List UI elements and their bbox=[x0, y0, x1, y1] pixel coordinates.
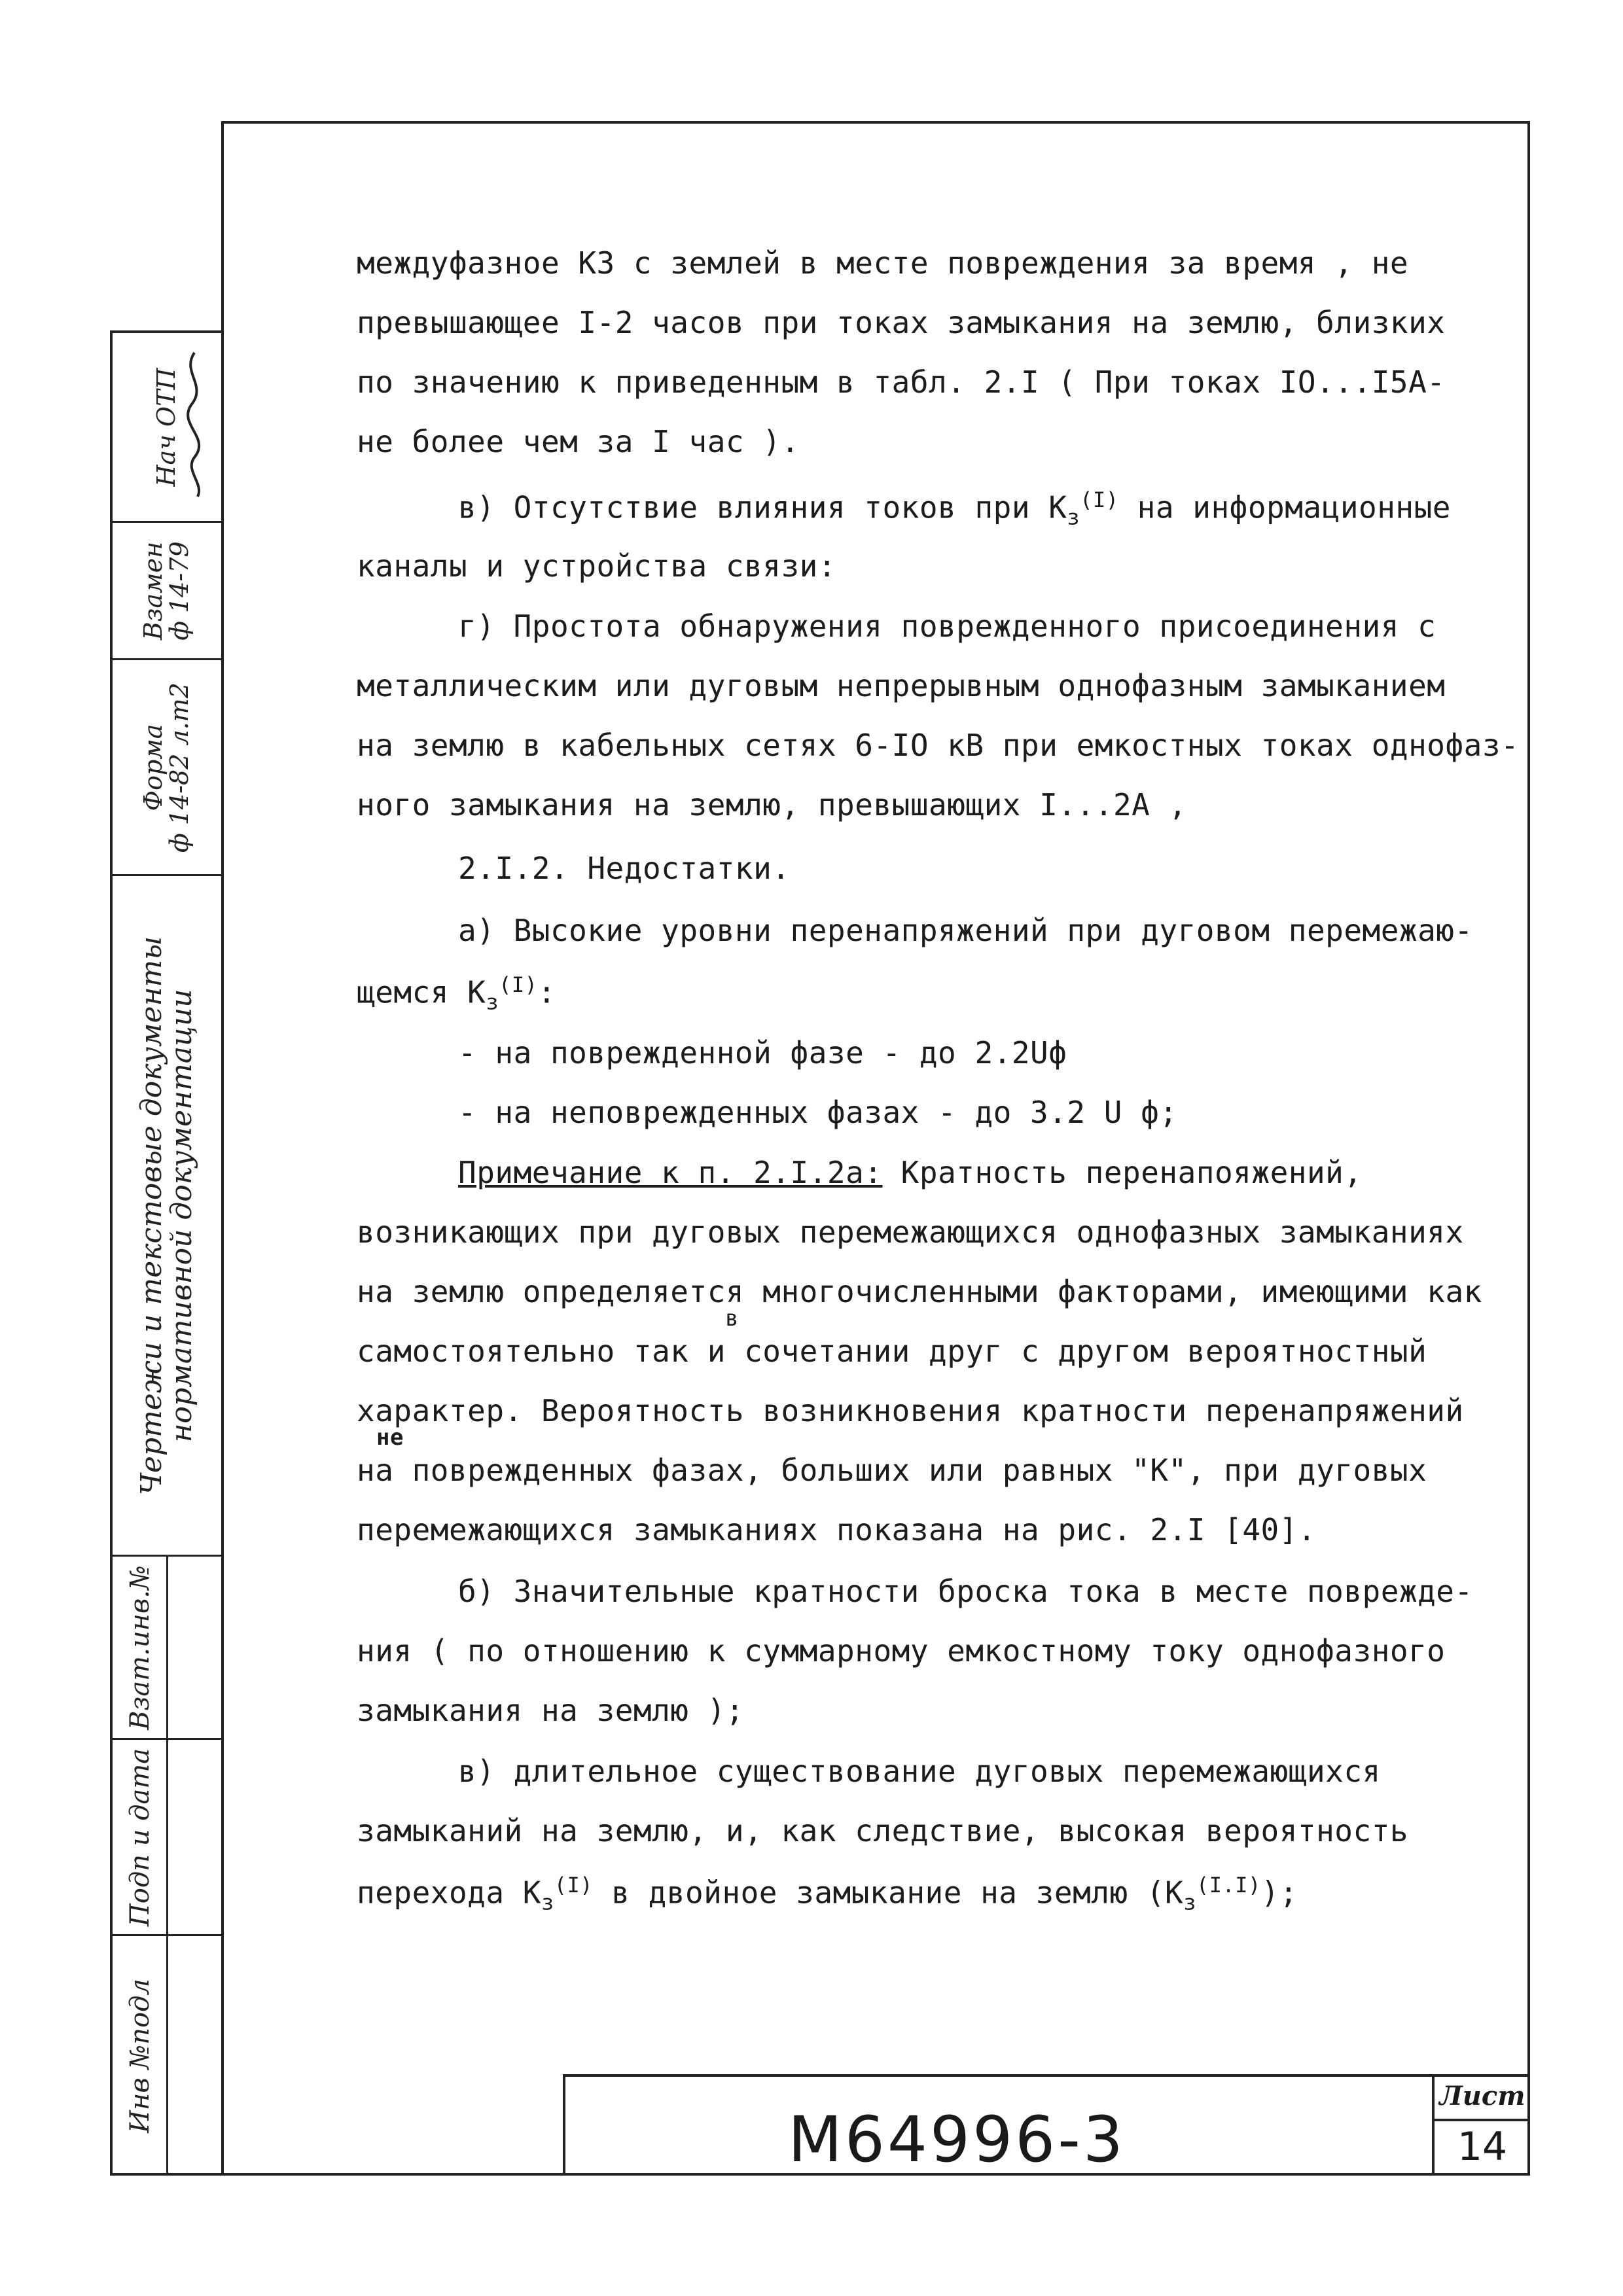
text-line: г) Простота обнаружения поврежденного присоединения с bbox=[458, 609, 1436, 644]
stamp-label: Взамен bbox=[139, 541, 168, 640]
text-line: б) Значительные кратности броска тока в месте поврежде- bbox=[458, 1574, 1473, 1609]
text-line: замыканий на землю, и, как следствие, высокая вероятность bbox=[357, 1813, 1409, 1848]
sheet-number: 14 bbox=[1457, 2124, 1508, 2170]
section-heading: 2.I.2. Недостатки. bbox=[458, 851, 791, 886]
stamp-value: нормативной документации bbox=[165, 989, 198, 1442]
text-line: замыкания на землю ); bbox=[357, 1693, 745, 1728]
stamp-value: ф 14-82 л.т2 bbox=[165, 682, 194, 853]
signature-icon bbox=[175, 346, 214, 503]
stamp-forma bbox=[113, 660, 221, 876]
stamp-label: Чертежи и текстовые документы bbox=[134, 936, 168, 1495]
stamp-vzamen bbox=[113, 523, 221, 660]
text-line: а) Высокие уровни перенапряжений при дуговом перемежаю- bbox=[458, 913, 1473, 948]
text-line: самостоятельно так и сочетании друг с другом вероятностный bbox=[357, 1333, 1427, 1369]
text-line: характер. Вероятность возникновения кратности перенапряжений bbox=[357, 1393, 1464, 1428]
stamp-inv-podl: Инв №подл bbox=[124, 1979, 155, 2133]
stamp-vzam-inv: Взат.инв.№ bbox=[113, 1557, 221, 1740]
text-line: каналы и устройства связи: bbox=[357, 548, 837, 584]
text-line: превышающее I-2 часов при токах замыкания на землю, близких bbox=[357, 305, 1446, 340]
handwritten-insert: в bbox=[725, 1305, 739, 1332]
note-heading: Примечание к п. 2.I.2а: bbox=[458, 1155, 883, 1190]
text-line: ния ( по отношению к суммарному емкостному току однофазного bbox=[357, 1633, 1446, 1669]
text-line: в) длительное существование дуговых перемежающихся bbox=[458, 1754, 1381, 1789]
title-block bbox=[563, 2074, 1530, 2176]
sheet-box bbox=[1432, 2077, 1530, 2176]
text-line: по значению к приведенным в табл. 2.I ( При токах IO...I5A- bbox=[357, 364, 1446, 400]
text-line: междуфазное КЗ с землей в месте повреждения за время , не bbox=[357, 245, 1409, 281]
text-line: возникающих при дуговых перемежающихся однофазных замыканиях bbox=[357, 1214, 1464, 1250]
text-line: ного замыкания на землю, превышающих I...2A , bbox=[357, 787, 1187, 822]
text-line: на землю в кабельных сетях 6-IO кВ при емкостных токах однофаз- bbox=[357, 728, 1520, 763]
handwritten-insert: не bbox=[376, 1424, 404, 1451]
text-line-kz: в) Отсутствие влияния токов при $К_з^{(I)}$ на информационные bbox=[458, 487, 1451, 530]
text-line-kz: перехода $К_з^{(I)}$ в двойное замыкание на землю $(К_з^{(I.I)})$; bbox=[357, 1873, 1298, 1915]
stamp-divider bbox=[166, 1557, 168, 2173]
text-line: металлическим или дуговым непрерывным однофазным замыканием bbox=[357, 668, 1446, 703]
text-line: перемежающихся замыканиях показана на рис. 2.I [40]. bbox=[357, 1512, 1317, 1547]
stamp-drawings bbox=[113, 876, 221, 1557]
text-line: на землю определяется многочисленными факторами, имеющими как bbox=[357, 1274, 1482, 1309]
sheet-label: Лист bbox=[1435, 2081, 1530, 2121]
document-code: М64996-3 bbox=[788, 2103, 1126, 2176]
text-line: на поврежденных фазах, больших или равных "К", при дуговых bbox=[357, 1453, 1427, 1488]
text-line: не более чем за I час ). bbox=[357, 424, 800, 459]
text-line: - на неповрежденных фазах - до 3.2 U ф; bbox=[458, 1095, 1178, 1130]
stamp-label: Нач ОТП bbox=[152, 367, 181, 487]
stamp-podp-data: Подп и дата bbox=[113, 1740, 221, 1936]
text-line: - на поврежденной фазе - до 2.2Uф bbox=[458, 1035, 1067, 1070]
stamp-value: ф 14-79 bbox=[165, 540, 194, 641]
margin-stamp bbox=[110, 330, 221, 2176]
note-line: Примечание к п. 2.I.2а: Кратность перенапояжений, bbox=[458, 1155, 1363, 1190]
stamp-label: Форма bbox=[139, 724, 168, 811]
text-line-kz: щемся $К_з^{(I)}$: bbox=[357, 972, 556, 1015]
